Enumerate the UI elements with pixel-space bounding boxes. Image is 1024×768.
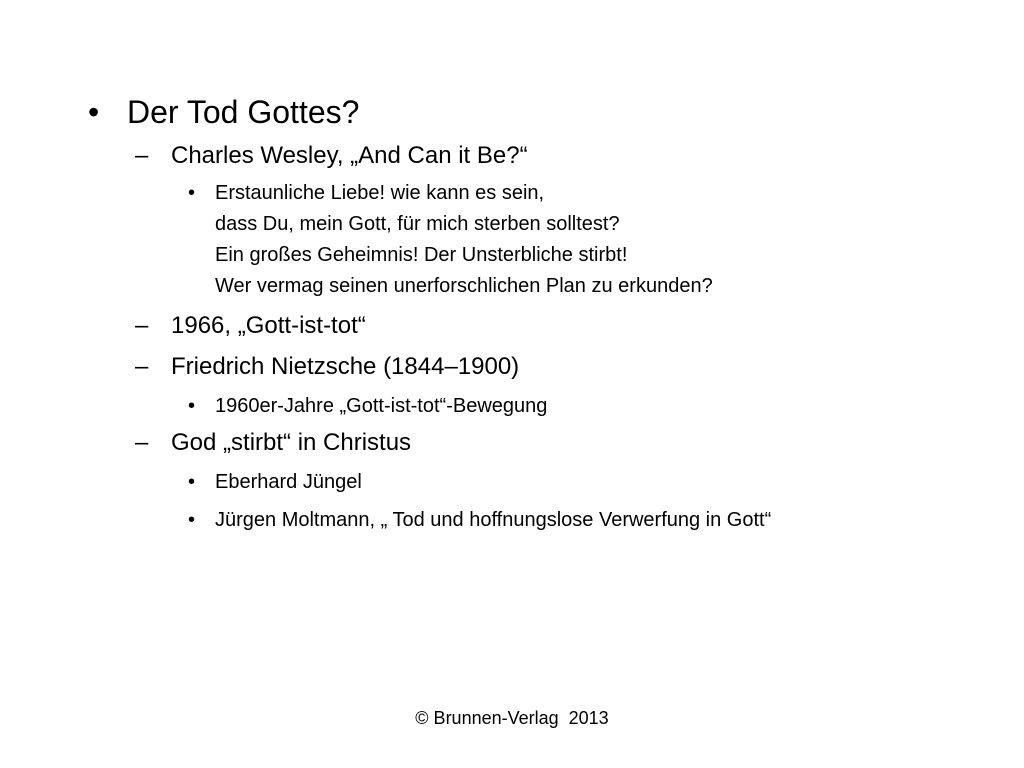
dash-icon: – [135, 312, 149, 339]
sub-item-text: God „stirbt“ in Christus [171, 429, 412, 456]
quote-line: dass Du, mein Gott, für mich sterben solltest? [215, 213, 620, 235]
bullet-icon: • [88, 94, 100, 130]
sub-sub-item-text: Jürgen Moltmann, „ Tod und hoffnungslose Verwerfung in Gott“ [215, 509, 772, 531]
dash-icon: – [135, 142, 149, 169]
bullet-icon: • [188, 509, 196, 531]
quote-line: Ein großes Geheimnis! Der Unsterbliche stirbt! [215, 244, 628, 266]
copyright-footer: © Brunnen-Verlag 2013 [415, 708, 609, 728]
title-text: Der Tod Gottes? [127, 94, 360, 130]
sub-item-text: Charles Wesley, „And Can it Be?“ [171, 142, 528, 169]
quote-text [215, 178, 713, 302]
sub-item-text: 1966, „Gott-ist-tot“ [171, 312, 366, 339]
sub-sub-item-text: Eberhard Jüngel [215, 471, 362, 493]
sub-sub-item-text: 1960er-Jahre „Gott-ist-tot“-Bewegung [215, 395, 548, 417]
dash-icon: – [135, 353, 149, 380]
sub-item-text: Friedrich Nietzsche (1844–1900) [171, 353, 520, 380]
dash-icon: – [135, 429, 149, 456]
bullet-icon: • [188, 395, 196, 417]
bullet-icon: • [188, 471, 196, 493]
quote-line: Erstaunliche Liebe! wie kann es sein, [215, 182, 545, 204]
quote-line: Wer vermag seinen unerforschlichen Plan zu erkunden? [215, 275, 713, 297]
bullet-icon: • [188, 182, 196, 204]
